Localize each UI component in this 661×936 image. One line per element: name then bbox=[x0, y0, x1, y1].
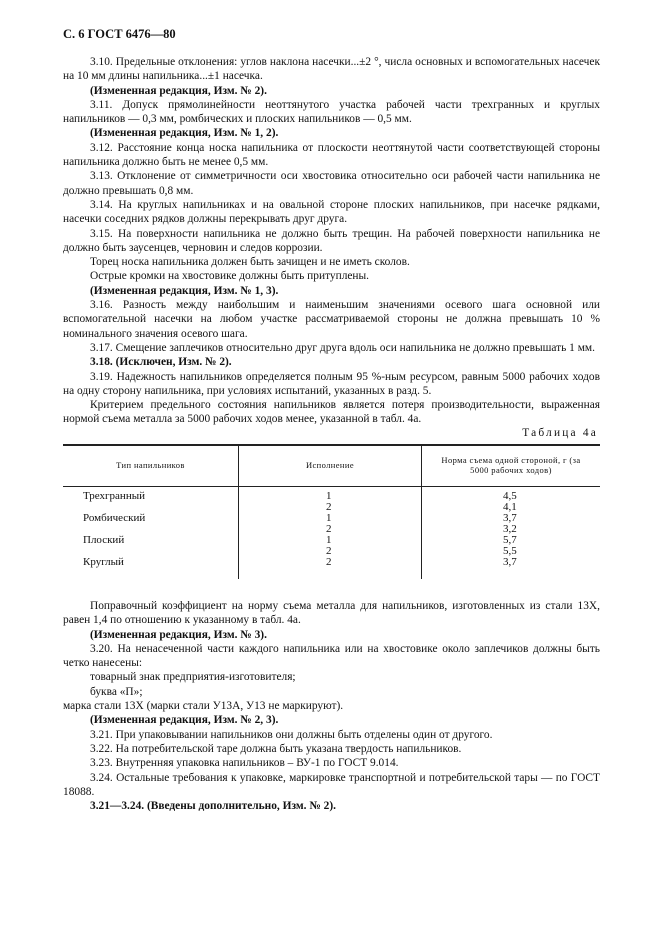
para-3-10: 3.10. Предельные отклонения: углов наклона насечки...±2 °, числа основных и вспомогательных насечек на 10 мм длины напильника...±1 насечка. bbox=[63, 56, 600, 83]
cell-norm: 5,7 bbox=[503, 534, 517, 546]
cell-variant: 2 bbox=[326, 501, 332, 513]
para-3-15-kromki: Острые кромки на хвостовике должны быть притуплены. bbox=[90, 270, 370, 283]
marking-item: буква «П»; bbox=[90, 685, 143, 698]
table-header-rule bbox=[63, 486, 600, 487]
table-row bbox=[63, 535, 600, 546]
amendment-note: (Измененная редакция, Изм. № 1, 3). bbox=[90, 284, 279, 297]
cell-norm: 5,5 bbox=[503, 545, 517, 557]
para-3-16: 3.16. Разность между наибольшим и наименьшим значениями осевого шага основной или вспомогательной насечки на любом участке рассматриваемой стороны не должна превышать 10 % номинального значения осевого шага. bbox=[63, 299, 600, 340]
para-3-24: 3.24. Остальные требования к упаковке, маркировке транспортной и потребительской тары — по ГОСТ 18088. bbox=[63, 771, 600, 798]
table-row bbox=[63, 546, 600, 557]
para-3-22: 3.22. На потребительской таре должна быть указана твердость напильников. bbox=[90, 742, 462, 755]
para-3-19: 3.19. Надежность напильников определяется полным 95 %-ным ресурсом, равным 5000 рабочих ходов на одну сторону напильника, при условиях испытаний, указанных в разд. 5. bbox=[63, 370, 600, 397]
table-4a bbox=[63, 444, 600, 579]
table-row bbox=[63, 524, 600, 535]
cell-variant: 2 bbox=[326, 545, 332, 557]
amendment-note: (Измененная редакция, Изм. № 2). bbox=[90, 84, 267, 97]
para-3-23: 3.23. Внутренняя упаковка напильников – ВУ-1 по ГОСТ 9.014. bbox=[90, 757, 399, 770]
cell-norm: 3,2 bbox=[503, 523, 517, 535]
cell-variant: 2 bbox=[326, 556, 332, 568]
table-row bbox=[63, 513, 600, 524]
para-3-14: 3.14. На круглых напильниках и на овальной стороне плоских напильников, при насечке рядками, насечки соседних рядков должны перекрывать друг друга. bbox=[63, 198, 600, 226]
para-3-13: 3.13. Отклонение от симметричности оси хвостовика относительно оси рабочей части напильника не должно превышать 0,8 мм. bbox=[63, 170, 600, 197]
cell-norm: 4,1 bbox=[503, 501, 517, 513]
cell-norm: 3,7 bbox=[503, 556, 517, 568]
cell-type: Круглый bbox=[83, 556, 124, 568]
para-3-21: 3.21. При упаковывании напильников они должны быть отделены один от другого. bbox=[90, 728, 493, 741]
para-3-17: 3.17. Смещение заплечиков относительно друг друга вдоль оси напильника не должно превышать 1 мм. bbox=[90, 341, 595, 354]
table-header-type: Тип напильников bbox=[116, 460, 185, 470]
table-caption: Таблица 4а bbox=[522, 427, 598, 439]
cell-type: Плоский bbox=[83, 534, 125, 546]
body-text-bottom bbox=[63, 599, 600, 813]
table-header-norm: Норма съема одной стороной, г (за 5000 рабочих ходов) bbox=[441, 455, 581, 475]
para-3-15: 3.15. На поверхности напильника не должно быть трещин. На рабочей поверхности напильника не должно быть заусенцев, черновин и следов коррозии. bbox=[63, 227, 600, 254]
cell-type: Ромбический bbox=[83, 512, 146, 524]
table-row bbox=[63, 557, 600, 568]
marking-item: товарный знак предприятия-изготовителя; bbox=[90, 671, 296, 684]
para-correction: Поправочный коэффициент на норму съема металла для напильников, изготовленных из стали 13Х, равен 1,4 по отношению к указанному в табл. 4а. bbox=[63, 600, 600, 627]
page-header: С. 6 ГОСТ 6476—80 bbox=[63, 27, 176, 41]
marking-item: марка стали 13Х (марки стали У13А, У13 не маркируют). bbox=[63, 700, 344, 713]
table-header-variant: Исполнение bbox=[305, 460, 355, 470]
amendment-note: 3.21—3.24. (Введены дополнительно, Изм. № 2). bbox=[90, 800, 336, 813]
cell-variant: 1 bbox=[326, 490, 332, 502]
cell-variant: 1 bbox=[326, 512, 332, 524]
cell-norm: 4,5 bbox=[503, 490, 517, 502]
table-row bbox=[63, 491, 600, 502]
para-3-20: 3.20. На ненасеченной части каждого напильника или на хвостовике около заплечиков должны быть четко нанесены: bbox=[63, 642, 600, 670]
cell-variant: 1 bbox=[326, 534, 332, 546]
para-3-12: 3.12. Расстояние конца носка напильника от плоскости неоттянутой части соответствующей стороны напильника должно быть не менее 0,5 мм. bbox=[63, 141, 600, 169]
amendment-note: (Измененная редакция, Изм. № 3). bbox=[90, 628, 267, 641]
cell-norm: 3,7 bbox=[503, 512, 517, 524]
amendment-note: (Измененная редакция, Изм. № 1, 2). bbox=[90, 127, 279, 140]
body-text-top bbox=[63, 55, 600, 427]
para-criterion: Критерием предельного состояния напильников является потеря производительности, выраженная нормой съема металла за 5000 рабочих ходов менее, указанной в табл. 4а. bbox=[63, 399, 600, 426]
cell-type: Трехгранный bbox=[83, 490, 145, 502]
para-3-15-torets: Торец носка напильника должен быть зачищен и не иметь сколов. bbox=[90, 256, 410, 269]
para-3-18: 3.18. (Исключен, Изм. № 2). bbox=[90, 356, 232, 369]
amendment-note: (Измененная редакция, Изм. № 2, 3). bbox=[90, 714, 279, 727]
cell-variant: 2 bbox=[326, 523, 332, 535]
para-3-11: 3.11. Допуск прямолинейности неоттянутого участка рабочей части трехгранных и круглых напильников — 0,3 мм, ромбических и плоских напильников — 0,5 мм. bbox=[63, 98, 600, 126]
